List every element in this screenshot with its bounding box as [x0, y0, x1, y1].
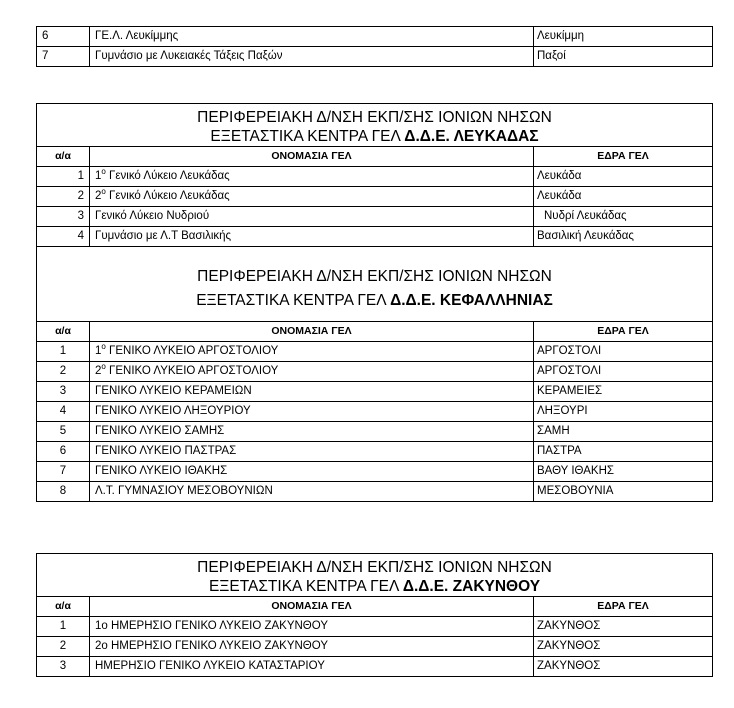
- school-name: ΓΕΝΙΚΟ ΛΥΚΕΙΟ ΛΗΞΟΥΡΙΟΥ: [90, 402, 534, 422]
- table-row: [37, 167, 713, 187]
- zakynthos-header: [37, 554, 713, 597]
- row-number: 4: [37, 227, 90, 247]
- table-row: [37, 617, 713, 637]
- row-number: 7: [37, 462, 90, 482]
- table-row: [37, 207, 713, 227]
- col-header-name: ΟΝΟΜΑΣΙΑ ΓΕΛ: [90, 147, 534, 167]
- row-number: 7: [37, 47, 90, 67]
- row-number: 4: [37, 402, 90, 422]
- table-row: [37, 382, 713, 402]
- corfu-table-continuation: [36, 26, 713, 67]
- header-line2: ΕΞΕΤΑΣΤΙΚΑ ΚΕΝΤΡΑ ΓΕΛ Δ.Δ.Ε. ΖΑΚΥΝΘΟΥ: [208, 578, 541, 595]
- header-line2: ΕΞΕΤΑΣΤΙΚΑ ΚΕΝΤΡΑ ΓΕΛ Δ.Δ.Ε. ΚΕΦΑΛΛΗΝΙΑΣ: [196, 292, 553, 309]
- school-seat: Βασιλική Λευκάδας: [534, 227, 713, 247]
- school-name: 1ο ΗΜΕΡΗΣΙΟ ΓΕΝΙΚΟ ΛΥΚΕΙΟ ΖΑΚΥΝΘΟΥ: [90, 617, 534, 637]
- school-name: ΓΕΝΙΚΟ ΛΥΚΕΙΟ ΙΘΑΚΗΣ: [90, 462, 534, 482]
- school-name: ΓΕΝΙΚΟ ΛΥΚΕΙΟ ΚΕΡΑΜΕΙΩΝ: [90, 382, 534, 402]
- row-number: 6: [37, 27, 90, 47]
- school-seat: ΣΑΜΗ: [534, 422, 713, 442]
- school-seat: ΚΕΡΑΜΕΙΕΣ: [534, 382, 713, 402]
- row-number: 5: [37, 422, 90, 442]
- school-seat: Λευκάδα: [534, 167, 713, 187]
- row-number: 2: [37, 637, 90, 657]
- school-name: $2^o$ Γενικό Λύκειο Λευκάδας: [90, 187, 534, 207]
- col-header-seat: ΕΔΡΑ ΓΕΛ: [534, 597, 713, 617]
- school-seat: Νυδρί Λευκάδας: [534, 207, 713, 227]
- column-header-row: [37, 322, 713, 342]
- school-name: $2^o$ ΓΕΝΙΚΟ ΛΥΚΕΙΟ ΑΡΓΟΣΤΟΛΙΟΥ: [90, 362, 534, 382]
- school-seat: ΖΑΚΥΝΘΟΣ: [534, 637, 713, 657]
- lefkada-header: [37, 104, 713, 147]
- zakynthos-table: [36, 553, 713, 677]
- school-name: ΗΜΕΡΗΣΙΟ ΓΕΝΙΚΟ ΛΥΚΕΙΟ ΚΑΤΑΣΤΑΡΙΟΥ: [90, 657, 534, 677]
- row-number: 3: [37, 382, 90, 402]
- col-header-number: α/α: [37, 322, 90, 342]
- header-line1: ΠΕΡΙΦΕΡΕΙΑΚΗ Δ/ΝΣΗ ΕΚΠ/ΣΗΣ ΙΟΝΙΩΝ ΝΗΣΩΝ: [197, 559, 552, 576]
- school-name: Γυμνάσιο με Λυκειακές Τάξεις Παξών: [90, 47, 534, 67]
- table-row: [37, 402, 713, 422]
- table-row: [37, 187, 713, 207]
- school-name: ΓΕΝΙΚΟ ΛΥΚΕΙΟ ΣΑΜΗΣ: [90, 422, 534, 442]
- school-seat: ΒΑΘΥ ΙΘΑΚΗΣ: [534, 462, 713, 482]
- region-name: Δ.Δ.Ε. ΛΕΥΚΑΔΑΣ: [404, 128, 539, 145]
- col-header-number: α/α: [37, 147, 90, 167]
- school-seat: ΖΑΚΥΝΘΟΣ: [534, 657, 713, 677]
- school-seat: ΜΕΣΟΒΟΥΝΙΑ: [534, 482, 713, 502]
- region-name: Δ.Δ.Ε. ΖΑΚΥΝΘΟΥ: [402, 578, 541, 595]
- lefkada-kefallinia-table: [36, 103, 713, 502]
- col-header-seat: ΕΔΡΑ ΓΕΛ: [534, 322, 713, 342]
- school-name: Λ.Τ. ΓΥΜΝΑΣΙΟΥ ΜΕΣΟΒΟΥΝΙΩΝ: [90, 482, 534, 502]
- row-number: 1: [37, 617, 90, 637]
- kefallinia-header: [37, 247, 713, 322]
- region-name: Δ.Δ.Ε. ΚΕΦΑΛΛΗΝΙΑΣ: [390, 292, 553, 309]
- table-row: [37, 227, 713, 247]
- row-number: 2: [37, 187, 90, 207]
- school-name: 2ο ΗΜΕΡΗΣΙΟ ΓΕΝΙΚΟ ΛΥΚΕΙΟ ΖΑΚΥΝΘΟΥ: [90, 637, 534, 657]
- school-seat: ΛΗΞΟΥΡΙ: [534, 402, 713, 422]
- col-header-name: ΟΝΟΜΑΣΙΑ ΓΕΛ: [90, 597, 534, 617]
- row-number: 3: [37, 207, 90, 227]
- table-row: [37, 482, 713, 502]
- school-name: ΓΕΝΙΚΟ ΛΥΚΕΙΟ ΠΑΣΤΡΑΣ: [90, 442, 534, 462]
- col-header-name: ΟΝΟΜΑΣΙΑ ΓΕΛ: [90, 322, 534, 342]
- row-number: 1: [37, 167, 90, 187]
- row-number: 2: [37, 362, 90, 382]
- school-seat: ΖΑΚΥΝΘΟΣ: [534, 617, 713, 637]
- school-seat: ΑΡΓΟΣΤΟΛΙ: [534, 362, 713, 382]
- header-line1: ΠΕΡΙΦΕΡΕΙΑΚΗ Δ/ΝΣΗ ΕΚΠ/ΣΗΣ ΙΟΝΙΩΝ ΝΗΣΩΝ: [197, 268, 552, 285]
- school-seat: ΑΡΓΟΣΤΟΛΙ: [534, 342, 713, 362]
- column-header-row: [37, 147, 713, 167]
- school-name: $1^o$ ΓΕΝΙΚΟ ΛΥΚΕΙΟ ΑΡΓΟΣΤΟΛΙΟΥ: [90, 342, 534, 362]
- row-number: 3: [37, 657, 90, 677]
- school-seat: Λευκίμμη: [534, 27, 713, 47]
- table-row: [37, 47, 713, 67]
- school-name: Γενικό Λύκειο Νυδριού: [90, 207, 534, 227]
- school-seat: ΠΑΣΤΡΑ: [534, 442, 713, 462]
- table-row: [37, 462, 713, 482]
- school-name: ΓΕ.Λ. Λευκίμμης: [90, 27, 534, 47]
- table-row: [37, 637, 713, 657]
- table-row: [37, 362, 713, 382]
- col-header-seat: ΕΔΡΑ ΓΕΛ: [534, 147, 713, 167]
- table-row: [37, 657, 713, 677]
- header-line2: ΕΞΕΤΑΣΤΙΚΑ ΚΕΝΤΡΑ ΓΕΛ Δ.Δ.Ε. ΛΕΥΚΑΔΑΣ: [210, 128, 539, 145]
- school-seat: Παξοί: [534, 47, 713, 67]
- table-row: [37, 442, 713, 462]
- col-header-number: α/α: [37, 597, 90, 617]
- school-seat: Λευκάδα: [534, 187, 713, 207]
- table-row: [37, 422, 713, 442]
- school-name: $1^o$ Γενικό Λύκειο Λευκάδας: [90, 167, 534, 187]
- column-header-row: [37, 597, 713, 617]
- table-row: [37, 342, 713, 362]
- school-name: Γυμνάσιο με Λ.Τ Βασιλικής: [90, 227, 534, 247]
- row-number: 8: [37, 482, 90, 502]
- table-row: [37, 27, 713, 47]
- row-number: 1: [37, 342, 90, 362]
- header-line1: ΠΕΡΙΦΕΡΕΙΑΚΗ Δ/ΝΣΗ ΕΚΠ/ΣΗΣ ΙΟΝΙΩΝ ΝΗΣΩΝ: [197, 109, 552, 126]
- row-number: 6: [37, 442, 90, 462]
